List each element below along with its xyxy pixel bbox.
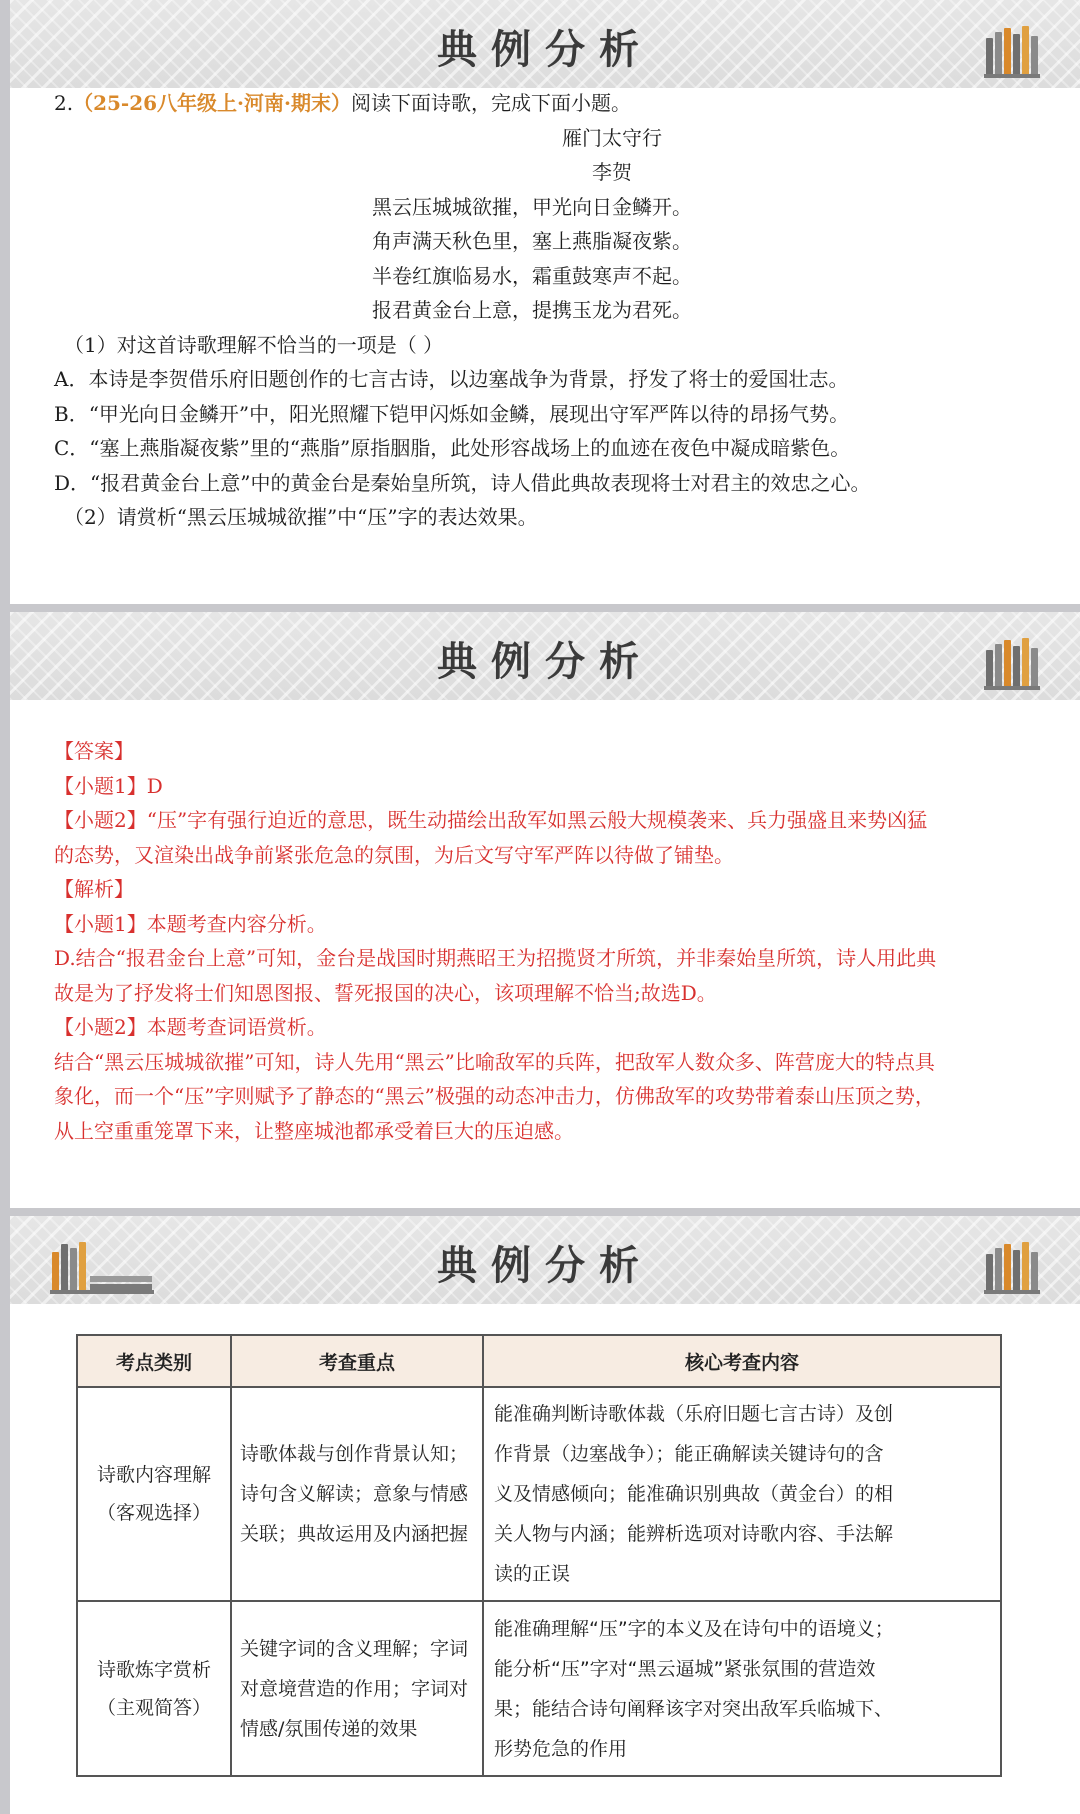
focus-cell: [231, 1601, 483, 1776]
category-type: （客观选择）: [96, 1502, 211, 1524]
content-line: 读的正误: [494, 1563, 571, 1585]
banner: [10, 0, 1080, 88]
answer-line: 故是为了抒发将士们知恩图报、誓死报国的决心，该项理解不恰当;故选D。: [54, 980, 717, 1005]
poem-line: 半卷红旗临易水，霜重鼓寒声不起。: [372, 263, 692, 288]
poem-author: 李贺: [592, 160, 632, 184]
question-instruction: 阅读下面诗歌，完成下面小题。: [350, 91, 631, 115]
content-cell: [483, 1387, 1001, 1601]
books-icon: [984, 1238, 1040, 1294]
table-header-cell: 考点类别: [77, 1335, 231, 1387]
question-body: [54, 86, 1040, 535]
content-line: 作背景（边塞战争）；能正确解读关键诗句的含: [494, 1443, 884, 1465]
banner-title: 典例分析: [437, 27, 653, 73]
poem-line: 黑云压城城欲摧，甲光向日金鳞开。: [372, 194, 692, 219]
focus-line: 诗歌体裁与创作背景认知；: [240, 1443, 469, 1465]
category-cell: [77, 1601, 231, 1776]
content-line: 形势危急的作用: [494, 1737, 628, 1760]
content-line: 关人物与内涵；能辨析选项对诗歌内容、手法解: [494, 1523, 894, 1545]
focus-line: 关键字词的含义理解；字词: [240, 1637, 469, 1660]
table-header-cell: 核心考查内容: [483, 1335, 1001, 1387]
category-type: （主观简答）: [96, 1696, 211, 1719]
content-cell: [483, 1601, 1001, 1776]
poem-line: 报君黄金台上意，提携玉龙为君死。: [372, 298, 692, 322]
answer-panel: [10, 612, 1080, 1208]
table-row: [77, 1387, 1001, 1601]
question-header: [54, 86, 1040, 121]
question-source: （25-26八年级上·河南·期末）: [73, 91, 351, 115]
sub-question-2: （2）请赏析“黑云压城城欲摧”中“压”字的表达效果。: [64, 505, 538, 529]
banner: [10, 1216, 1080, 1304]
content-line: 义及情感倾向；能准确识别典故（黄金台）的相: [494, 1483, 894, 1505]
focus-line: 情感/氛围传递的效果: [240, 1717, 418, 1740]
table-header-cell: 考查重点: [231, 1335, 483, 1387]
option-d: D．“报君黄金台上意”中的黄金台是秦始皇所筑，诗人借此典故表现将士对君主的效忠之心。: [54, 470, 871, 495]
answer-line: 象化，而一个“压”字则赋予了静态的“黑云”极强的动态冲击力，仿佛敌军的攻势带着泰山压顶之势，: [54, 1084, 935, 1108]
content-line: 能分析“压”字对“黑云逼城”紧张氛围的营造效: [494, 1657, 876, 1680]
answer-line: 结合“黑云压城城欲摧”可知，诗人先用“黑云”比喻敌军的兵阵，把敌军人数众多、阵营庞大的特点具: [54, 1049, 935, 1074]
option-b: B．“甲光向日金鳞开”中，阳光照耀下铠甲闪烁如金鳞，展现出守军严阵以待的昂扬气势。: [54, 401, 850, 426]
poem-line: 角声满天秋色里，塞上燕脂凝夜紫。: [372, 229, 692, 253]
answer-line: 从上空重重笼罩下来，让整座城池都承受着巨大的压迫感。: [54, 1118, 574, 1143]
answer-line: 【小题2】“压”字有强行迫近的意思，既生动描绘出敌军如黑云般大规模袭来、兵力强盛且来势凶猛: [54, 808, 928, 832]
category-name: 诗歌炼字赏析: [96, 1658, 211, 1681]
focus-line: 关联；典故运用及内涵把握: [240, 1523, 469, 1545]
poem-title: 雁门太守行: [562, 125, 662, 150]
answer-line: 【小题1】本题考查内容分析。: [54, 911, 327, 936]
answer-line: 的态势，又渲染出战争前紧张危急的氛围，为后文写守军严阵以待做了铺垫。: [54, 842, 734, 867]
answer-line: D.结合“报君金台上意”可知，金台是战国时期燕昭王为招揽贤才所筑，并非秦始皇所筑，诗人用此典: [54, 946, 937, 970]
analysis-table: [76, 1334, 1002, 1777]
answer-line: 【答案】: [54, 739, 134, 763]
answer-line: 【小题2】本题考查词语赏析。: [54, 1015, 327, 1039]
banner-title: 典例分析: [437, 639, 653, 685]
sub-question-1: （1）对这首诗歌理解不恰当的一项是（ ）: [64, 332, 444, 357]
banner: [10, 612, 1080, 700]
content-line: 果；能结合诗句阐释该字对突出敌军兵临城下、: [494, 1697, 894, 1720]
option-c: C．“塞上燕脂凝夜紫”里的“燕脂”原指胭脂，此处形容战场上的血迹在夜色中凝成暗紫色。: [54, 436, 851, 460]
focus-cell: [231, 1387, 483, 1601]
banner-title: 典例分析: [437, 1243, 653, 1289]
table-panel: [10, 1216, 1080, 1814]
category-name: 诗歌内容理解: [96, 1464, 211, 1486]
books-icon: [984, 22, 1040, 78]
content-line: 能准确判断诗歌体裁（乐府旧题七言古诗）及创: [494, 1403, 894, 1425]
answer-line: 【解析】: [54, 877, 134, 901]
answer-body: [54, 734, 1040, 1148]
books-icon: [984, 634, 1040, 690]
question-number: 2.: [54, 91, 74, 115]
content-line: 能准确理解“压”字的本义及在诗句中的语境义；: [494, 1617, 894, 1640]
question-panel: [10, 0, 1080, 604]
table-header-row: [77, 1335, 1001, 1387]
category-cell: [77, 1387, 231, 1601]
focus-line: 对意境营造的作用；字词对: [240, 1677, 469, 1700]
focus-line: 诗句含义解读；意象与情感: [240, 1483, 469, 1505]
option-a: A．本诗是李贺借乐府旧题创作的七言古诗，以边塞战争为背景，抒发了将士的爱国壮志。: [54, 367, 849, 391]
answer-line: 【小题1】D: [54, 773, 163, 798]
table-row: [77, 1601, 1001, 1776]
